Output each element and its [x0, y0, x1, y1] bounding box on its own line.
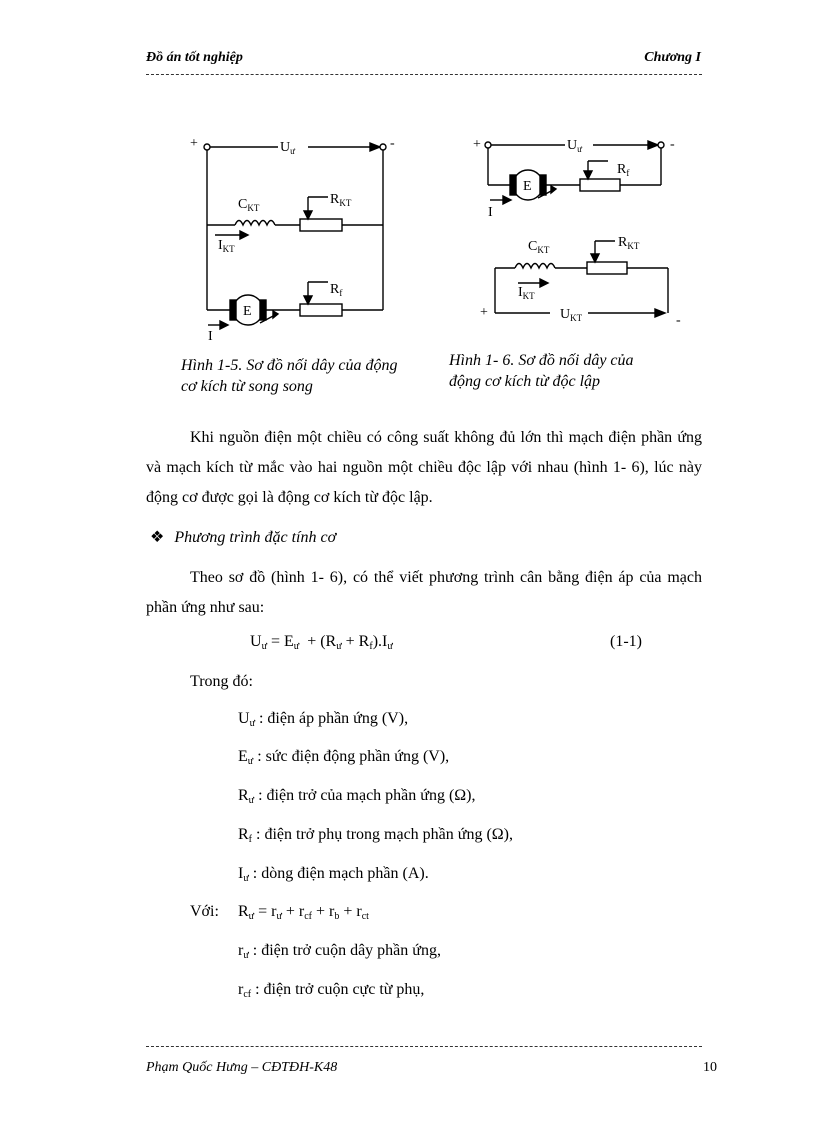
- def-item: $E_ư$ : sức điện động phần ứng (V),: [238, 748, 450, 767]
- fig6-minus: -: [670, 137, 675, 152]
- fig6-plus: +: [473, 137, 481, 152]
- header-right: Chương I: [644, 50, 701, 65]
- fig5-minus: -: [390, 136, 395, 151]
- footer-author: Phạm Quốc Hưng – CĐTĐH-K48: [146, 1060, 338, 1075]
- fig6-ukt-label: $U_{KT}$: [560, 307, 583, 323]
- header-divider: [146, 74, 702, 75]
- fig5-i-label: I: [208, 329, 213, 344]
- paragraph-1: Khi nguồn điện một chiều có công suất không đủ lớn thì mạch điện phần ứng và mạch kích từ mắc vào hai nguồn một chiều độc lập với nhau (hình 1- 6), lúc này động cơ được gọi là động cơ kích từ độc lập.: [146, 429, 702, 506]
- fig6-caption-line1: Hình 1- 6. Sơ đồ nối dây của: [449, 352, 634, 369]
- fig5-caption-line1: Hình 1-5. Sơ đồ nối dây của động: [181, 357, 398, 374]
- fig5-plus: +: [190, 136, 198, 151]
- fig6-minus-bottom: -: [676, 313, 681, 328]
- fig5-motor-e: E: [243, 304, 252, 319]
- fig6-voltage-label: $U_ư$: [567, 138, 583, 154]
- fig5-voltage-label: $U_ư$: [280, 140, 296, 156]
- page-number: 10: [703, 1060, 717, 1075]
- def-item: $R_f$ : điện trở phụ trong mạch phần ứng (Ω),: [238, 826, 513, 845]
- figure-1-6-diagram: [470, 128, 695, 333]
- def-item: $R_ư$ : điện trở của mạch phần ứng (Ω),: [238, 787, 476, 806]
- paragraph-2: Theo sơ đồ (hình 1- 6), có thể viết phương trình cân bằng điện áp của mạch phần ứng như sau:: [146, 569, 702, 616]
- diamond-bullet-icon: ❖: [150, 529, 165, 546]
- section-title: Phương trình đặc tính cơ: [174, 529, 337, 546]
- with-equation: Với: $R_ư = r_ư + r_{cf} + r_b + r_{ct}$: [190, 903, 369, 922]
- fig6-caption-line2: động cơ kích từ độc lập: [449, 373, 601, 390]
- fig5-caption: [181, 355, 398, 397]
- fig6-ikt-label: $I_{KT}$: [518, 285, 535, 301]
- header-left: Đồ án tốt nghiệp: [146, 50, 243, 65]
- fig5-rf-label: $R_f$: [330, 282, 343, 298]
- fig5-rkt-label: $R_{KT}$: [330, 192, 352, 208]
- def-item: $r_ư$ : điện trở cuộn dây phần ứng,: [238, 942, 441, 961]
- section-heading: [150, 527, 336, 547]
- figure-1-5-diagram: [180, 125, 420, 345]
- fig5-ckt-label: $C_{KT}$: [238, 197, 260, 213]
- fig6-motor-e: E: [523, 179, 532, 194]
- fig6-ckt-label: $C_{KT}$: [528, 239, 550, 255]
- equation-number: (1-1): [610, 633, 642, 650]
- footer-divider: [146, 1046, 702, 1047]
- fig5-caption-line2: cơ kích từ song song: [181, 378, 313, 395]
- fig6-plus-bottom: +: [480, 305, 488, 320]
- equation-1-1: $U_ư = E_ư + (R_ư + R_f).I_ư$: [250, 633, 393, 652]
- def-item: $U_ư$ : điện áp phần ứng (V),: [238, 710, 409, 729]
- def-item: $I_ư$ : dòng điện mạch phần (A).: [238, 865, 429, 884]
- fig6-caption: [449, 350, 634, 392]
- fig5-ikt-label: $I_{KT}$: [218, 238, 235, 254]
- fig6-rkt-label: $R_{KT}$: [618, 235, 640, 251]
- def-item: $r_{cf}$ : điện trở cuộn cực từ phụ,: [238, 981, 425, 1000]
- where-label: Trong đó:: [190, 673, 253, 690]
- fig6-i-label: I: [488, 205, 493, 220]
- fig6-rf-label: $R_f$: [617, 162, 630, 178]
